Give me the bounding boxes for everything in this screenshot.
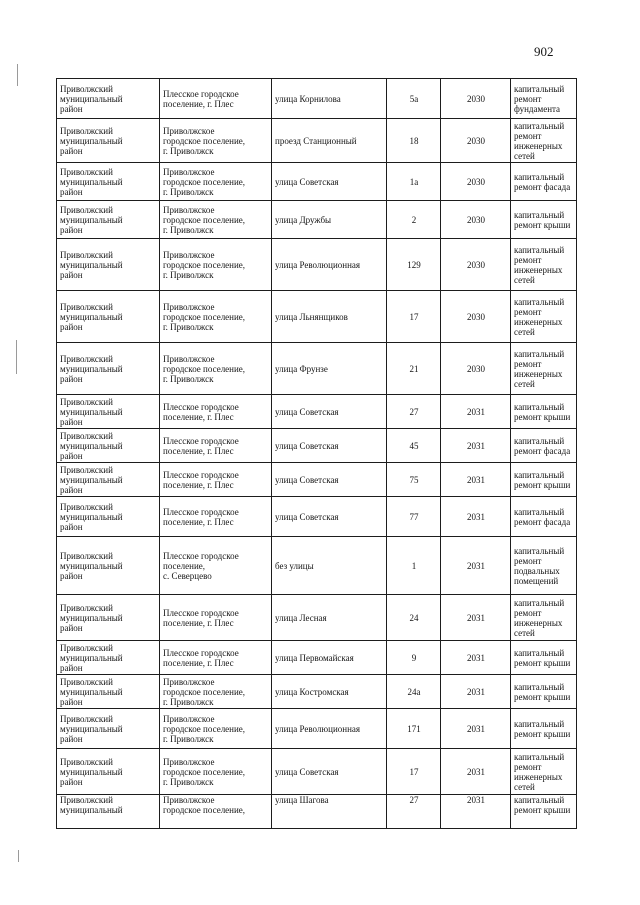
work-type-cell: капитальный ремонт инженерных сетей bbox=[511, 595, 577, 641]
house-number-cell: 27 bbox=[387, 395, 441, 429]
table-row bbox=[57, 595, 577, 641]
settlement-cell: Плесское городское поселение, г. Плес bbox=[160, 429, 272, 463]
year-cell: 2031 bbox=[441, 795, 511, 829]
year-cell: 2030 bbox=[441, 119, 511, 163]
district-cell: Приволжский муниципальный bbox=[57, 795, 160, 829]
district-cell: Приволжский муниципальный район bbox=[57, 79, 160, 119]
street-cell: улица Льнянщиков bbox=[272, 291, 387, 343]
street-cell: улица Фрунзе bbox=[272, 343, 387, 395]
district-cell: Приволжский муниципальный район bbox=[57, 429, 160, 463]
house-number-cell: 21 bbox=[387, 343, 441, 395]
year-cell: 2030 bbox=[441, 343, 511, 395]
table-row bbox=[57, 291, 577, 343]
table-row bbox=[57, 537, 577, 595]
settlement-cell: Приволжское городское поселение, г. Приволжск bbox=[160, 343, 272, 395]
work-type-cell: капитальный ремонт крыши bbox=[511, 795, 577, 829]
year-cell: 2030 bbox=[441, 79, 511, 119]
settlement-cell: Приволжское городское поселение, г. Приволжск bbox=[160, 163, 272, 201]
work-type-cell: капитальный ремонт фасада bbox=[511, 429, 577, 463]
table-row bbox=[57, 119, 577, 163]
house-number-cell: 27 bbox=[387, 795, 441, 829]
district-cell: Приволжский муниципальный район bbox=[57, 595, 160, 641]
table-row bbox=[57, 395, 577, 429]
work-type-cell: капитальный ремонт инженерных сетей bbox=[511, 749, 577, 795]
year-cell: 2031 bbox=[441, 675, 511, 709]
work-type-cell: капитальный ремонт крыши bbox=[511, 463, 577, 497]
house-number-cell: 24а bbox=[387, 675, 441, 709]
year-cell: 2031 bbox=[441, 395, 511, 429]
work-type-cell: капитальный ремонт инженерных сетей bbox=[511, 119, 577, 163]
street-cell: улица Советская bbox=[272, 463, 387, 497]
street-cell: улица Лесная bbox=[272, 595, 387, 641]
street-cell: улица Советская bbox=[272, 497, 387, 537]
house-number-cell: 24 bbox=[387, 595, 441, 641]
table-row bbox=[57, 429, 577, 463]
work-type-cell: капитальный ремонт крыши bbox=[511, 395, 577, 429]
work-type-cell: капитальный ремонт инженерных сетей bbox=[511, 239, 577, 291]
house-number-cell: 1а bbox=[387, 163, 441, 201]
year-cell: 2031 bbox=[441, 641, 511, 675]
work-type-cell: капитальный ремонт крыши bbox=[511, 709, 577, 749]
settlement-cell: Приволжское городское поселение, bbox=[160, 795, 272, 829]
house-number-cell: 45 bbox=[387, 429, 441, 463]
settlement-cell: Плесское городское поселение, г. Плес bbox=[160, 463, 272, 497]
year-cell: 2030 bbox=[441, 291, 511, 343]
table-row bbox=[57, 201, 577, 239]
district-cell: Приволжский муниципальный район bbox=[57, 463, 160, 497]
street-cell: улица Советская bbox=[272, 395, 387, 429]
house-number-cell: 18 bbox=[387, 119, 441, 163]
settlement-cell: Приволжское городское поселение, г. Приволжск bbox=[160, 675, 272, 709]
settlement-cell: Приволжское городское поселение, г. Приволжск bbox=[160, 201, 272, 239]
work-type-cell: капитальный ремонт фундамента bbox=[511, 79, 577, 119]
year-cell: 2031 bbox=[441, 463, 511, 497]
table-body bbox=[57, 79, 577, 829]
district-cell: Приволжский муниципальный район bbox=[57, 201, 160, 239]
table-row bbox=[57, 709, 577, 749]
street-cell: улица Советская bbox=[272, 429, 387, 463]
settlement-cell: Плесское городское поселение, г. Плес bbox=[160, 79, 272, 119]
work-type-cell: капитальный ремонт подвальных помещений bbox=[511, 537, 577, 595]
house-number-cell: 5а bbox=[387, 79, 441, 119]
table-row bbox=[57, 163, 577, 201]
page-number: 902 bbox=[534, 44, 554, 59]
district-cell: Приволжский муниципальный район bbox=[57, 291, 160, 343]
house-number-cell: 17 bbox=[387, 749, 441, 795]
district-cell: Приволжский муниципальный район bbox=[57, 343, 160, 395]
district-cell: Приволжский муниципальный район bbox=[57, 749, 160, 795]
settlement-cell: Плесское городское поселение, г. Плес bbox=[160, 595, 272, 641]
year-cell: 2031 bbox=[441, 749, 511, 795]
house-number-cell: 77 bbox=[387, 497, 441, 537]
year-cell: 2031 bbox=[441, 497, 511, 537]
house-number-cell: 75 bbox=[387, 463, 441, 497]
street-cell: улица Шагова bbox=[272, 795, 387, 829]
table-row bbox=[57, 497, 577, 537]
street-cell: улица Корнилова bbox=[272, 79, 387, 119]
work-type-cell: капитальный ремонт крыши bbox=[511, 675, 577, 709]
street-cell: улица Советская bbox=[272, 749, 387, 795]
year-cell: 2031 bbox=[441, 537, 511, 595]
district-cell: Приволжский муниципальный район bbox=[57, 239, 160, 291]
table-row bbox=[57, 795, 577, 829]
settlement-cell: Приволжское городское поселение, г. Приволжск bbox=[160, 239, 272, 291]
district-cell: Приволжский муниципальный район bbox=[57, 641, 160, 675]
street-cell: улица Дружбы bbox=[272, 201, 387, 239]
table-row bbox=[57, 79, 577, 119]
house-number-cell: 17 bbox=[387, 291, 441, 343]
table-row bbox=[57, 463, 577, 497]
district-cell: Приволжский муниципальный район bbox=[57, 163, 160, 201]
settlement-cell: Приволжское городское поселение, г. Приволжск bbox=[160, 749, 272, 795]
year-cell: 2030 bbox=[441, 201, 511, 239]
house-number-cell: 171 bbox=[387, 709, 441, 749]
year-cell: 2031 bbox=[441, 595, 511, 641]
table-row bbox=[57, 749, 577, 795]
district-cell: Приволжский муниципальный район bbox=[57, 675, 160, 709]
work-type-cell: капитальный ремонт крыши bbox=[511, 641, 577, 675]
table-row bbox=[57, 641, 577, 675]
work-type-cell: капитальный ремонт инженерных сетей bbox=[511, 291, 577, 343]
settlement-cell: Приволжское городское поселение, г. Приволжск bbox=[160, 709, 272, 749]
table-row bbox=[57, 675, 577, 709]
settlement-cell: Приволжское городское поселение, г. Приволжск bbox=[160, 291, 272, 343]
street-cell: улица Костромская bbox=[272, 675, 387, 709]
street-cell: улица Революционная bbox=[272, 239, 387, 291]
house-number-cell: 129 bbox=[387, 239, 441, 291]
settlement-cell: Плесское городское поселение, г. Плес bbox=[160, 497, 272, 537]
street-cell: улица Советская bbox=[272, 163, 387, 201]
work-type-cell: капитальный ремонт фасада bbox=[511, 163, 577, 201]
year-cell: 2031 bbox=[441, 429, 511, 463]
table-row bbox=[57, 239, 577, 291]
district-cell: Приволжский муниципальный район bbox=[57, 709, 160, 749]
street-cell: улица Первомайская bbox=[272, 641, 387, 675]
year-cell: 2030 bbox=[441, 239, 511, 291]
street-cell: без улицы bbox=[272, 537, 387, 595]
district-cell: Приволжский муниципальный район bbox=[57, 497, 160, 537]
settlement-cell: Плесское городское поселение, г. Плес bbox=[160, 641, 272, 675]
table-row bbox=[57, 343, 577, 395]
district-cell: Приволжский муниципальный район bbox=[57, 119, 160, 163]
street-cell: улица Революционная bbox=[272, 709, 387, 749]
house-number-cell: 9 bbox=[387, 641, 441, 675]
work-type-cell: капитальный ремонт инженерных сетей bbox=[511, 343, 577, 395]
year-cell: 2030 bbox=[441, 163, 511, 201]
district-cell: Приволжский муниципальный район bbox=[57, 395, 160, 429]
settlement-cell: Плесское городское поселение, г. Плес bbox=[160, 395, 272, 429]
settlement-cell: Плесское городское поселение, с. Северцево bbox=[160, 537, 272, 595]
house-number-cell: 2 bbox=[387, 201, 441, 239]
work-type-cell: капитальный ремонт крыши bbox=[511, 201, 577, 239]
house-number-cell: 1 bbox=[387, 537, 441, 595]
work-type-cell: капитальный ремонт фасада bbox=[511, 497, 577, 537]
repair-schedule-table bbox=[56, 78, 577, 829]
settlement-cell: Приволжское городское поселение, г. Приволжск bbox=[160, 119, 272, 163]
year-cell: 2031 bbox=[441, 709, 511, 749]
street-cell: проезд Станционный bbox=[272, 119, 387, 163]
district-cell: Приволжский муниципальный район bbox=[57, 537, 160, 595]
